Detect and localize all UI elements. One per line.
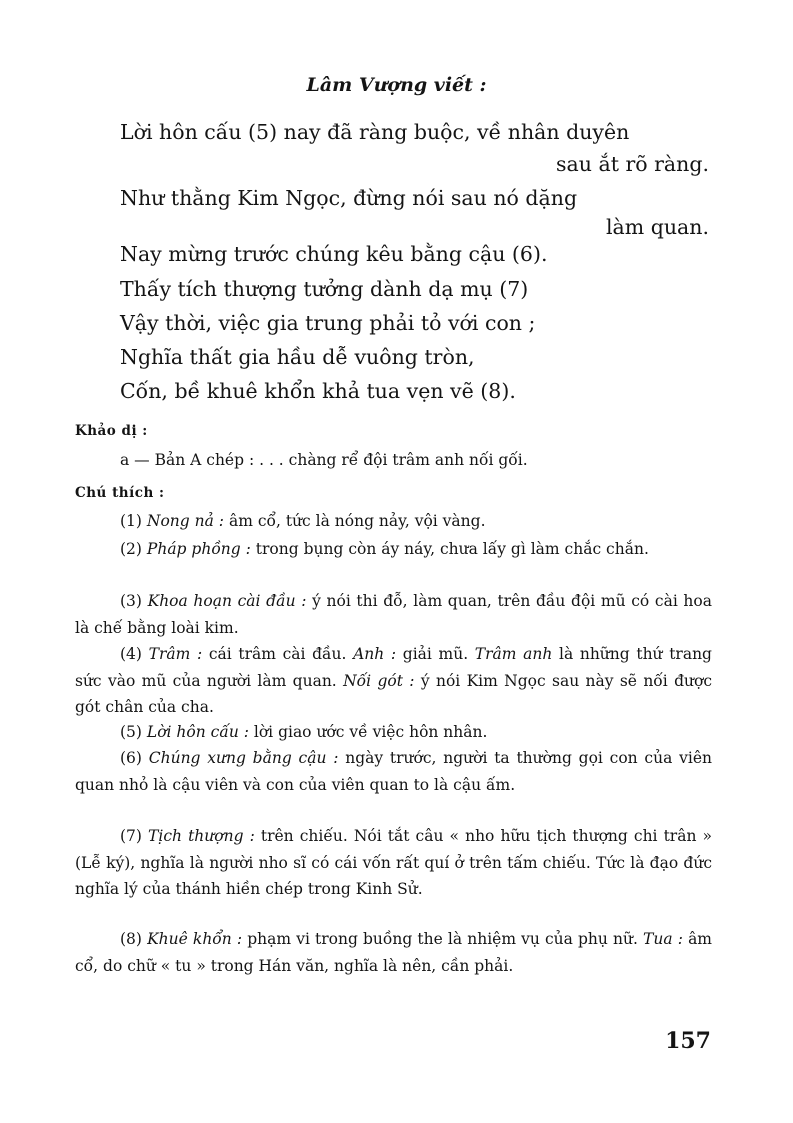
- footnote-term: Tịch thượng :: [148, 827, 255, 845]
- footnote-term: Anh :: [353, 645, 397, 663]
- footnote-text: lời giao ước về việc hôn nhân.: [253, 723, 488, 741]
- footnote-number: (4): [120, 645, 142, 663]
- chu-thich-label: Chú thích :: [75, 485, 165, 501]
- footnote-text: trên chiếu. Nói tắt câu « nho hữu tịch thượng chi trân » (Lễ ký), nghĩa là người nho sĩ có cái vốn rất quí ở trên tấm chiếu. Tức là đạo đức nghĩa lý của thánh hiền chép trong Kinh Sử.: [75, 827, 712, 898]
- footnote-term: Trâm anh: [474, 645, 553, 663]
- footnote-7: [75, 823, 712, 903]
- footnote-text: ý nói Kim Ngọc sau này sẽ nối được gót chân của cha.: [75, 671, 713, 716]
- footnote-term: Nong nả :: [146, 512, 225, 530]
- footnote-term: Khoa hoạn cài đầu :: [147, 592, 307, 610]
- verse-line: Thấy tích thượng tưởng dành dạ mụ (7): [120, 277, 529, 301]
- footnote-8: [75, 926, 712, 979]
- footnote-term: Nối gót :: [343, 671, 415, 690]
- poem-heading: Lâm Vượng viết :: [306, 74, 487, 96]
- variant-reading: a — Bản A chép : . . . chàng rể đội trâm anh nối gối.: [120, 451, 528, 469]
- khao-di-label: Khảo dị :: [75, 423, 148, 439]
- footnote-text: giải mũ.: [402, 645, 469, 663]
- footnote-term: Tua :: [643, 930, 683, 948]
- footnote-text: là những thứ trang sức vào mũ của người làm quan.: [75, 645, 712, 690]
- footnote-number: (3): [120, 592, 142, 610]
- footnote-term: Khuê khổn :: [147, 930, 243, 948]
- footnote-term: Chúng xưng bằng cậu :: [148, 749, 339, 767]
- footnote-number: (8): [120, 930, 142, 948]
- verse-line: Lời hôn cấu (5) nay đã ràng buộc, về nhân duyên: [120, 120, 630, 144]
- footnote-text: âm cổ, do chữ « tu » trong Hán văn, nghĩa là nên, cần phải.: [75, 930, 713, 975]
- footnote-4: [75, 641, 712, 721]
- page-number: 157: [665, 1028, 711, 1054]
- footnote-2: [75, 536, 712, 563]
- footnote-text: cái trâm cài đầu.: [208, 645, 347, 663]
- verse-line: Nay mừng trước chúng kêu bằng cậu (6).: [120, 242, 548, 266]
- footnote-term: Trâm :: [148, 645, 203, 663]
- verse-continuation: làm quan.: [605, 215, 709, 239]
- verse-line: Cốn, bề khuê khổn khả tua vẹn vẽ (8).: [120, 379, 516, 403]
- footnote-number: (6): [120, 749, 142, 767]
- footnote-number: (5): [120, 723, 142, 741]
- footnote-number: (2): [120, 540, 142, 558]
- verse-line: Vậy thời, việc gia trung phải tỏ với con ;: [120, 311, 536, 335]
- footnote-6: [75, 745, 712, 798]
- footnote-number: (7): [120, 827, 142, 845]
- footnote-text: âm cổ, tức là nóng nảy, vội vàng.: [228, 512, 486, 530]
- verse-line: Như thằng Kim Ngọc, đừng nói sau nó dặng: [120, 186, 578, 210]
- footnote-text: phạm vi trong buồng the là nhiệm vụ của phụ nữ.: [247, 930, 638, 948]
- footnote-3: [75, 588, 712, 641]
- footnote-text: ngày trước, người ta thường gọi con của viên quan nhỏ là cậu viên và con của viên quan to là cậu ấm.: [75, 749, 712, 794]
- verse-continuation: sau ắt rõ ràng.: [556, 152, 709, 176]
- verse-line: Nghĩa thất gia hầu dễ vuông tròn,: [120, 345, 475, 369]
- footnote-1: [75, 508, 712, 535]
- footnote-5: [75, 719, 712, 746]
- footnote-number: (1): [120, 512, 142, 530]
- footnote-text: ý nói thi đỗ, làm quan, trên đầu đội mũ có cài hoa là chế bằng loài kim.: [75, 592, 712, 637]
- footnote-term: Lời hôn cấu :: [146, 723, 249, 741]
- footnote-term: Pháp phồng :: [146, 540, 251, 558]
- footnote-text: trong bụng còn áy náy, chưa lấy gì làm chắc chắn.: [255, 540, 649, 558]
